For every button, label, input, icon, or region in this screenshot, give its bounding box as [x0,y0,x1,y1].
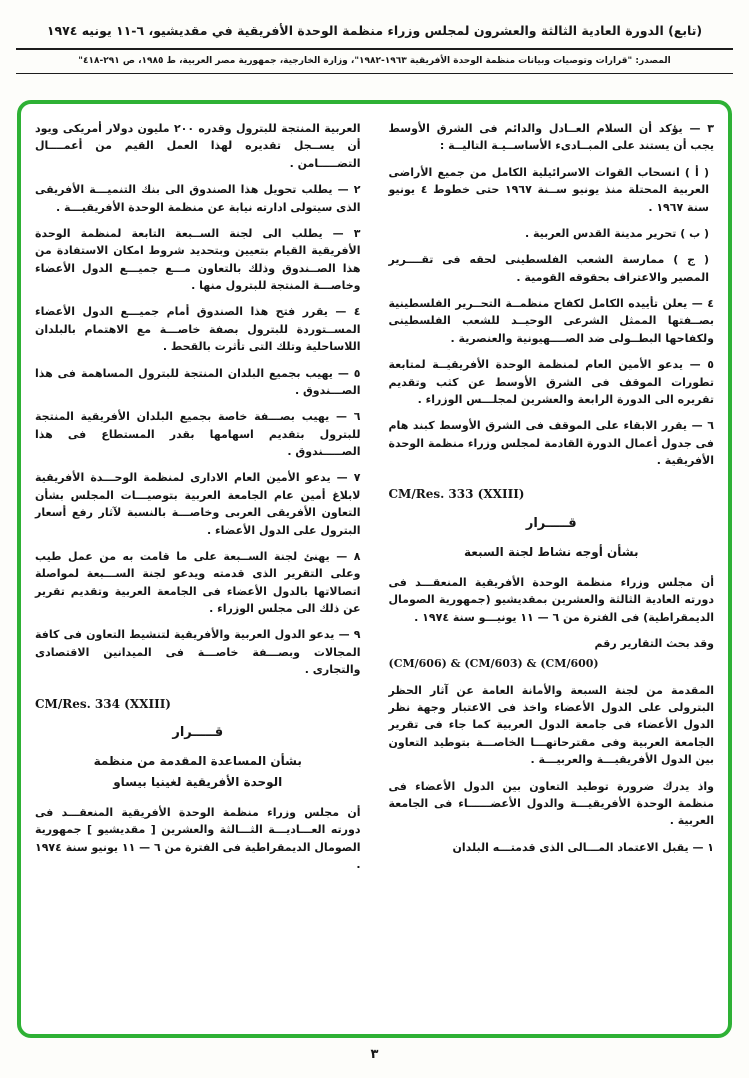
sub-item: ( أ ) انسحاب القوات الاسرائيلية الكامل من جميع الأراضى العربية المحتلة منذ يونيو ســنة ١٩٦٧ حتى خطوط ٤ يونيو سنة ١٩٦٧ . [388,165,709,214]
resolution-title: قـــــرار [172,725,224,741]
paragraph: ٦ — يهيب بصـــفة خاصة بجميع البلدان الأفريقية المنتجة للبترول بتقديم اسهامها بقدر المستطاع فى هذا الصـــــندوق . [35,410,361,458]
header-title: (تابع) الدورة العادية الثالثة والعشرون لمجلس وزراء منظمة الوحدة الأفريقية في مقديشيو، ٦-١١ يونيه ١٩٧٤ [46,23,703,38]
paragraph: ٥ — يدعو الأمين العام لمنظمة الوحدة الأفريقيــة لمتابعة تطورات الموقف فى الشرق الأوسط عن كثب وتقديم تقريره الى الدورة الرابعة والعشرين لمجلـــس الوزراء . [388,358,714,406]
paragraph: العربية المنتجة للبترول وقدره ٢٠٠ مليون دولار أمريكى ويود أن يســجل تقديره لهذا العمل القيم من أعمــــال التضـــــامن . [35,122,361,170]
paragraph: أن مجلس وزراء منظمة الوحدة الأفريقية المنعقـــد فى دورته العـــاديـــة الثـــالثة والعشرين [ مقديشيو ] جمهورية الصومال الديمقراطية فى الفترة من ٦ — ١١ يونيو سنة ١٩٧٤ . [35,805,361,872]
sub-item: ( ب ) تحرير مدينة القدس العربية . [524,226,709,240]
left-column [35,120,361,1024]
resolution-subtitle: الوحدة الأفريقية لغينيا بيساو [113,774,283,789]
paragraph: وقد بحث التقارير رقم [594,636,714,650]
paragraph: ٢ — يطلب تحويل هذا الصندوق الى بنك التنميـــة الأفريقى الذى سيتولى ادارته نيابة عن منظمة الوحدة الأفريقيـــة . [35,183,361,214]
report-codes: (CM/606) & (CM/603) & (CM/600) [388,657,599,671]
paragraph: ٧ — يدعو الأمين العام الادارى لمنظمة الوحـــدة الأفريقية لابلاغ أمين عام الجامعة العربية بتوصيـــات المجلس بشأن التعاون الأفريقى العربى وخاصـــة بالنسبة لآثار رفع أسعار البترول على الدول الأعضاء . [35,471,361,537]
content-border-box [17,100,732,1038]
resolution-subtitle: بشأن أوجه نشاط لجنة السبعة [464,544,639,559]
right-column [389,120,715,1024]
divider [16,73,733,74]
paragraph: المقدمة من لجنة السبعة والأمانة العامة عن آثار الحظر البترولى على الدول الأعضاء واخذ فى الاعتبار وجهة نظر الدول الأعضاء فى جامعة الدول العربية كما جاء فى تقرير الجامعة العربية وفى مقترحاتهـــا الخاصـــة بتوطيد التعاون بين الدول الأفريقيـــة والعربيـــة . [388,683,714,767]
paragraph: ٣ — يطلب الى لجنة الســبعة التابعة لمنظمة الوحدة الأفريقية القيام بتعيين وبتحديد شروط امكان الاستفادة من هذا الصــندوق وذلك بالتعاون مـــع جميـــع الدول الأعضاء وخاصـــة المنتجة للبترول منها . [35,226,361,292]
resolution-ref: CM/Res. 334 (XXIII) [35,696,171,711]
sub-item: ( ج ) ممارسة الشعب الفلسطينى لحقه فى تقــــرير المصير والاعتراف بحقوقه القومية . [388,253,709,284]
paragraph: أن مجلس وزراء منظمة الوحدة الأفريقية المنعقـــد فى دورته العادية الثالثة والعشرين بمقديشيو (جمهورية الصومال الديمقراطية) فى الفترة من ٦ — ١١ يونيـــو سنة ١٩٧٤ . [388,575,714,624]
paragraph: ٤ — يقرر فتح هذا الصندوق أمام جميـــع الدول الأعضاء المســتوردة للبترول بصفة خاصـــة مع الاهتمام بالبلدان اللاساحلية وتلك التى تأثرت بالقحط . [35,305,361,354]
source-citation: المصدر: "قرارات وتوصيات وبيانات منظمة الوحدة الأفريقية ١٩٦٣-١٩٨٢"، وزارة الخارجية، جمهورية مصر العربية، ط ١٩٨٥، ص ٢٩١-٤١٨" [78,55,671,66]
paragraph: ٦ — يقرر الابقاء على الموقف فى الشرق الأوسط كبند هام فى جدول أعمال الدورة القادمة لمجلس وزراء منظمة الوحدة الأفريقية . [388,419,714,467]
resolution-title: قـــــرار [525,516,577,532]
paragraph: ٤ — يعلن تأييده الكامل لكفاح منظمــة التحــرير الفلسطينية بصــفتها الممثل الشرعى الوحيــد للشعب الفلسطينى ولكفاحها البطــولى ضد الصــــهيونية والعنصرية . [388,297,714,345]
paragraph: ٥ — يهيب بجميع البلدان المنتجة للبترول المساهمة فى هذا الصـــندوق . [35,366,361,397]
resolution-ref: CM/Res. 333 (XXIII) [388,487,525,502]
paragraph: ٣ — يؤكد أن السلام العــادل والدائم فى الشرق الأوسط يجب أن يستند على المبــادىء الأساســيـة التاليــة : [388,122,714,153]
divider [16,48,733,50]
page-header [0,0,749,74]
paragraph: ٩ — يدعو الدول العربية والأفريقية لتنشيط التعاون فى كافة المجالات وبصـــفة خاصـــة فى الميدانين الاقتصادى والتجارى . [35,628,361,677]
paragraph: ١ — يقبل الاعتماد المـــالى الذى قدمتـــه البلدان [452,840,714,854]
resolution-subtitle: بشأن المساعدة المقدمة من منظمة [93,753,302,768]
paragraph: واذ يدرك ضرورة توطيد التعاون بين الدول الأعضاء فى منظمة الوحدة الأفريقيـــة والدول الأعضــــــاء فى الجامعة العربية . [388,779,714,828]
two-column-layout [35,120,714,1024]
page-number: ٣ [370,1047,379,1062]
paragraph: ٨ — يهنئ لجنة الســبعة على ما قامت به من عمل طيب وعلى التقرير الذى قدمته ويدعو لجنة الســـبعة لمواصلة اتصالاتها بالدول الأعضاء فى الجامعة العربية وتقديم تقرير عن ذلك الى مجلس الوزراء . [35,549,361,615]
